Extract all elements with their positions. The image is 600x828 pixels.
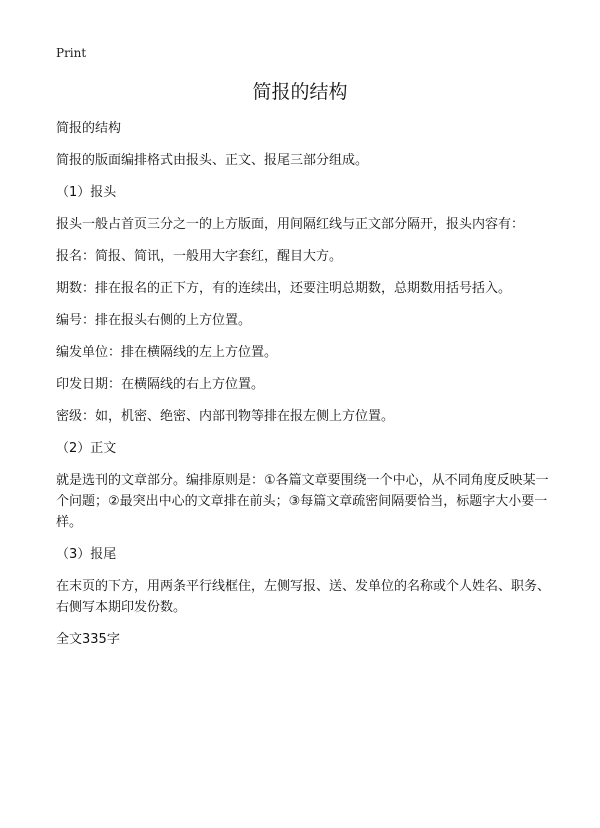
word-count: 全文335字 bbox=[56, 632, 120, 647]
section-intro-heading: 简报的结构 bbox=[56, 121, 122, 136]
page-title: 简报的结构 bbox=[252, 81, 348, 103]
header-description: 报头一般占首页三分之一的上方版面，用间隔红线与正文部分隔开，报头内容有： bbox=[56, 217, 525, 232]
intro-paragraph: 简报的版面编排格式由报头、正文、报尾三部分组成。 bbox=[56, 153, 369, 168]
body-description: 就是选刊的文章部分。编排原则是：①各篇文章要围绕一个中心，从不同角度反映某一个问题；②最突出中心的文章排在前头；③每篇文章疏密间隔要恰当，标题字大小要一样。 bbox=[56, 473, 549, 530]
header-item-issue: 期数：排在报名的正下方，有的连续出，还要注明总期数，总期数用括号括入。 bbox=[56, 281, 512, 296]
section-footer-heading: （3）报尾 bbox=[56, 547, 117, 562]
footer-description: 在末页的下方，用两条平行线框住，左侧写报、送、发单位的名称或个人姓名、职务、右侧写本期印发份数。 bbox=[56, 579, 551, 615]
header-item-name: 报名：简报、简讯，一般用大字套红，醒目大方。 bbox=[56, 249, 343, 264]
header-item-secrecy: 密级：如，机密、绝密、内部刊物等排在报左侧上方位置。 bbox=[56, 409, 395, 424]
header-item-unit: 编发单位：排在横隔线的左上方位置。 bbox=[56, 345, 278, 360]
article-body bbox=[56, 118, 556, 661]
header-item-date: 印发日期：在横隔线的右上方位置。 bbox=[56, 377, 265, 392]
header-item-number: 编号：排在报头右侧的上方位置。 bbox=[56, 313, 252, 328]
print-link[interactable]: Print bbox=[56, 46, 87, 60]
section-body-heading: （2）正文 bbox=[56, 441, 117, 456]
section-header-heading: （1）报头 bbox=[56, 185, 117, 200]
